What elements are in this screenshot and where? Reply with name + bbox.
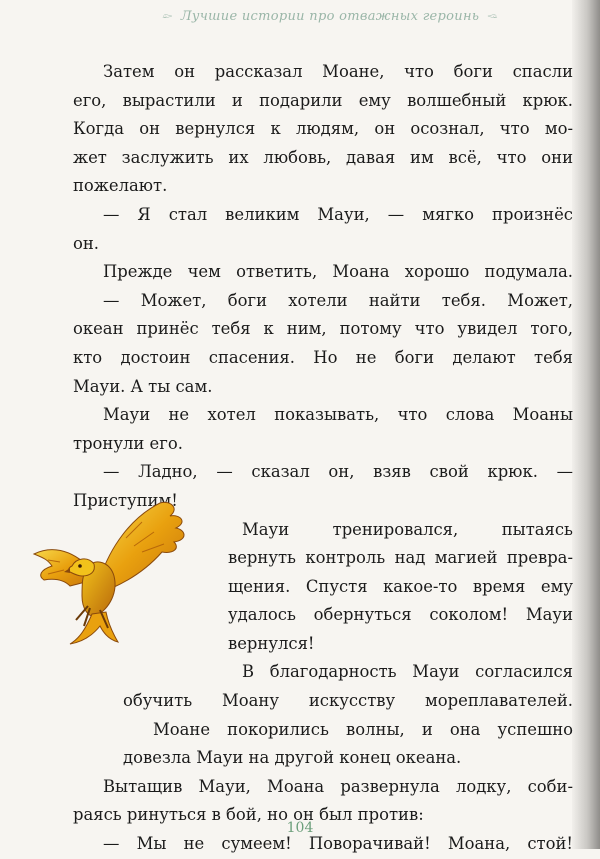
text-line: Вытащив Мауи, Моана развернула лодку, соби- — [103, 776, 573, 796]
text-line: Прежде чем ответить, Моана хорошо подумала. — [103, 262, 573, 282]
text-line: кто достоин спасения. Но не боги делают тебя — [73, 347, 573, 367]
body-text — [73, 58, 573, 859]
text-line: Мауи. А ты сам. — [73, 376, 213, 396]
text-line: раясь ринуться в бой, но он был против: — [73, 805, 424, 825]
running-header — [160, 6, 500, 26]
text-line: В благодарность Мауи согласился — [242, 662, 573, 682]
text-line: — Ладно, — сказал он, взяв свой крюк. — — [103, 462, 573, 482]
swirl-ornament-icon — [160, 10, 173, 22]
text-line: жет заслужить их любовь, давая им всё, что они — [73, 147, 573, 167]
text-line: довезла Мауи на другой конец океана. — [123, 748, 462, 768]
text-line: Затем он рассказал Моане, что боги спасли — [103, 62, 573, 81]
text-line: он. — [73, 233, 100, 253]
book-spine-shadow — [572, 0, 600, 849]
text-line: Когда он вернулся к людям, он осознал, что мо- — [73, 119, 573, 139]
text-line: океан принёс тебя к ним, потому что увидел того, — [73, 319, 573, 339]
text-line: его, вырастили и подарили ему волшебный крюк. — [73, 90, 573, 110]
text-line: Приступим! — [73, 490, 178, 510]
text-line: Моане покорились волны, и она успешно — [153, 719, 573, 739]
text-line: обучить Моану искусству мореплавателей. — [123, 691, 573, 711]
text-line: вернулся! — [228, 633, 315, 653]
text-line: — Мы не сумеем! Поворачивай! Моана, стой! — [103, 834, 573, 854]
header-title: Лучшие истории про отважных героинь — [180, 8, 480, 24]
page-number: 104 — [286, 820, 314, 836]
text-line: — Я стал великим Мауи, — мягко произнёс — [103, 204, 573, 224]
hawk-illustration-icon — [30, 488, 210, 648]
text-line: тронули его. — [73, 433, 183, 453]
text-line: — Может, боги хотели найти тебя. Может, — [103, 290, 573, 310]
text-line: Мауи тренировался, пытаясь — [242, 519, 573, 539]
text-line: пожелают. — [73, 176, 168, 196]
text-line: Мауи не хотел показывать, что слова Моаны — [103, 405, 573, 425]
text-line: щения. Спустя какое-то время ему — [228, 576, 573, 596]
text-line: удалось обернуться соколом! Мауи — [228, 605, 573, 625]
swirl-ornament-icon — [487, 10, 500, 22]
text-line: вернуть контроль над магией превра- — [228, 548, 573, 568]
